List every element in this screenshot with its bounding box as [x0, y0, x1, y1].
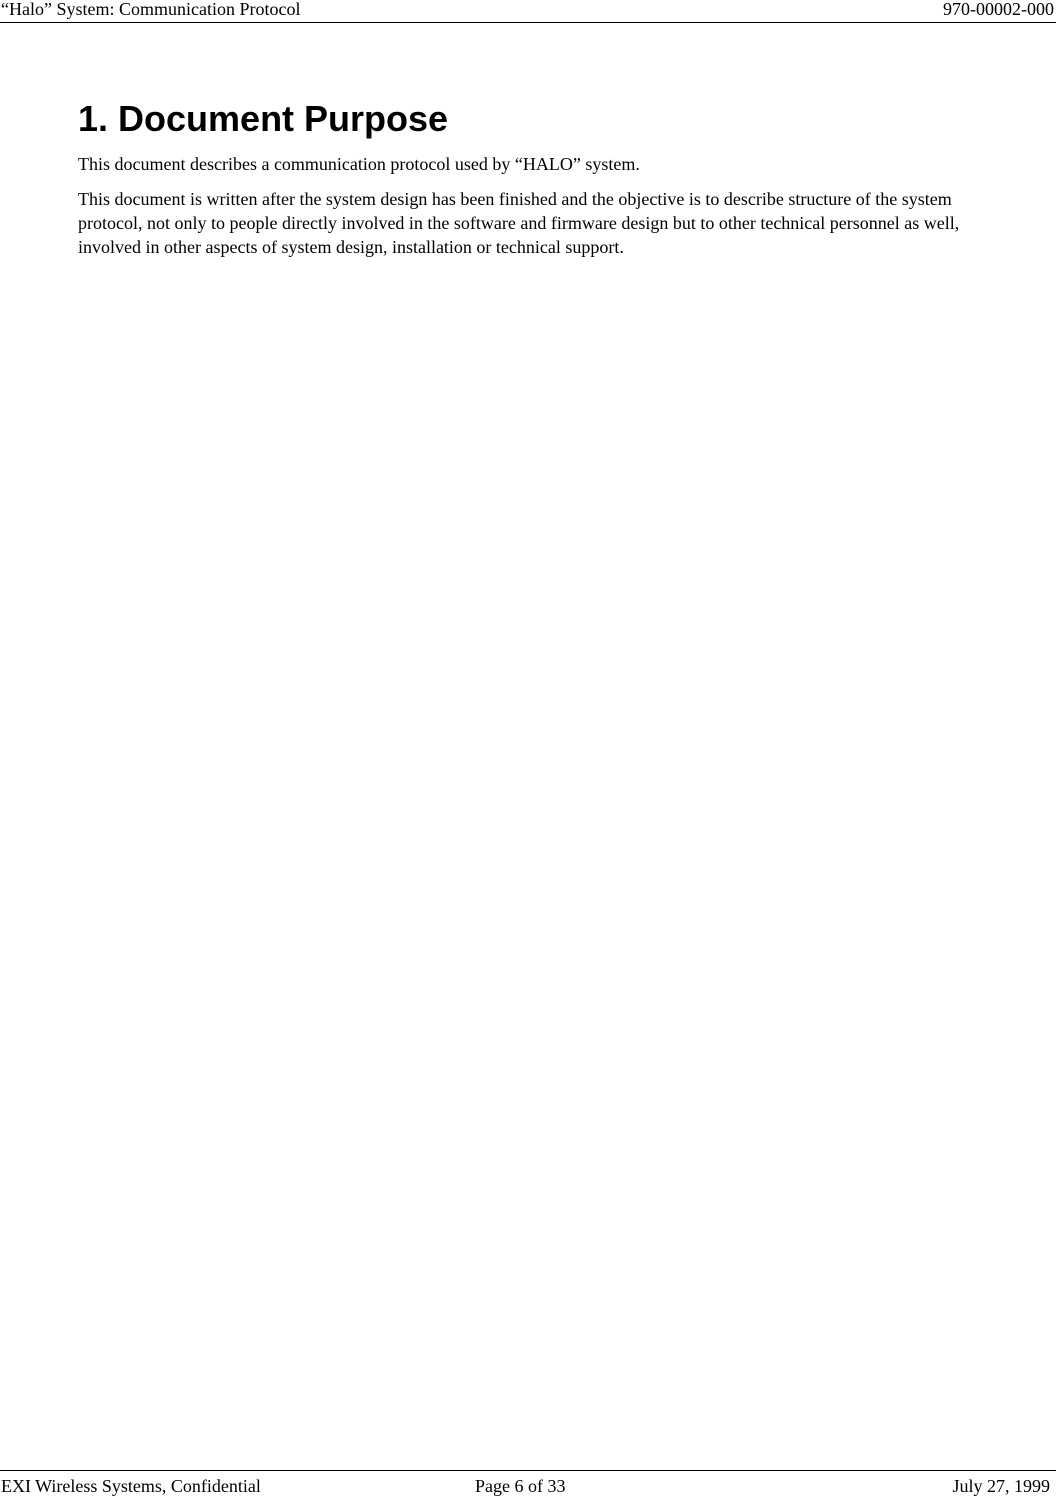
page-footer — [0, 1470, 1056, 1496]
page-content — [78, 98, 978, 270]
page-header — [0, 0, 1056, 23]
header-document-number: 970-00002-000 — [943, 0, 1054, 19]
footer-date: July 27, 1999 — [952, 1476, 1050, 1496]
footer-company: EXI Wireless Systems, Confidential — [1, 1476, 261, 1496]
section-title: Document Purpose — [118, 98, 449, 139]
section-number: 1. — [78, 98, 109, 139]
section-heading — [78, 98, 978, 140]
header-document-title: “Halo” System: Communication Protocol — [1, 0, 301, 19]
body-paragraph: This document describes a communication protocol used by “HALO” system. — [78, 154, 640, 174]
footer-page-number: Page 6 of 33 — [475, 1476, 566, 1496]
body-paragraph: This document is written after the system design has been finished and the objective is to describe structure of the system protocol, not only to people directly involved in the software and firmware design but to other technical personnel as well, involved in other aspects of system design, installation or technical support. — [78, 189, 960, 257]
